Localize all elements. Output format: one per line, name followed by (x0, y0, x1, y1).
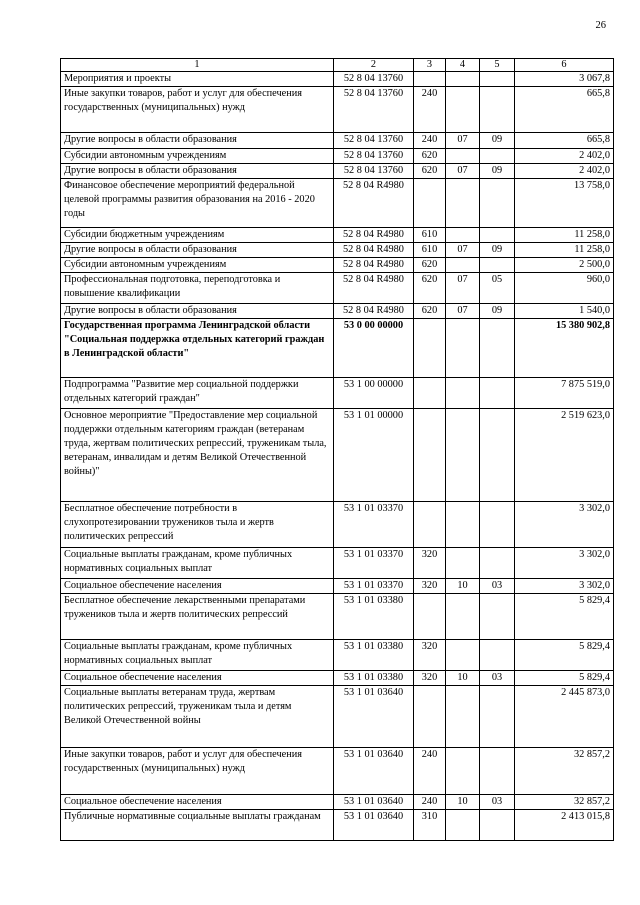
table-row (61, 72, 614, 87)
row-subsection-cell (480, 319, 515, 378)
row-expense-type-cell: 620 (414, 258, 446, 273)
row-code-cell: 53 1 01 03380 (334, 594, 414, 640)
row-amount-cell: 2 519 623,0 (515, 409, 614, 502)
row-code-cell: 53 1 01 00000 (334, 409, 414, 502)
row-expense-type-cell: 620 (414, 164, 446, 179)
row-amount-cell: 3 302,0 (515, 579, 614, 594)
row-expense-type-cell: 320 (414, 548, 446, 579)
row-amount-cell: 7 875 519,0 (515, 378, 614, 409)
row-subsection-cell (480, 409, 515, 502)
row-amount-cell: 1 540,0 (515, 304, 614, 319)
row-code-cell: 52 8 04 R4980 (334, 273, 414, 304)
row-section-cell (446, 594, 480, 640)
row-code-cell: 53 0 00 00000 (334, 319, 414, 378)
table-row (61, 319, 614, 378)
row-code-cell: 52 8 04 R4980 (334, 304, 414, 319)
row-code-cell: 53 1 01 03370 (334, 579, 414, 594)
table-row (61, 409, 614, 502)
row-subsection-cell (480, 258, 515, 273)
row-section-cell (446, 640, 480, 671)
table-header-row (61, 59, 614, 72)
row-section-cell: 10 (446, 579, 480, 594)
table-row (61, 795, 614, 810)
row-code-cell: 52 8 04 R4980 (334, 243, 414, 258)
row-name-cell: Финансовое обеспечение мероприятий федеральной целевой программы развития образования на 2016 - 2020 годы (61, 179, 334, 228)
row-code-cell: 53 1 01 03640 (334, 795, 414, 810)
header-col-6: 6 (515, 59, 614, 72)
row-amount-cell: 5 829,4 (515, 594, 614, 640)
row-subsection-cell (480, 548, 515, 579)
row-expense-type-cell: 620 (414, 273, 446, 304)
table-row (61, 640, 614, 671)
row-section-cell: 10 (446, 671, 480, 686)
row-expense-type-cell: 240 (414, 87, 446, 133)
table-row (61, 748, 614, 795)
row-name-cell: Другие вопросы в области образования (61, 243, 334, 258)
row-amount-cell: 2 402,0 (515, 164, 614, 179)
row-name-cell: Бесплатное обеспечение потребности в слухопротезировании тружеников тыла и жертв политических репрессий (61, 502, 334, 548)
row-section-cell (446, 409, 480, 502)
row-name-cell: Мероприятия и проекты (61, 72, 334, 87)
row-expense-type-cell (414, 179, 446, 228)
row-code-cell: 52 8 04 R4980 (334, 258, 414, 273)
row-section-cell: 07 (446, 273, 480, 304)
row-section-cell (446, 258, 480, 273)
row-amount-cell: 15 380 902,8 (515, 319, 614, 378)
table-row (61, 258, 614, 273)
row-name-cell: Иные закупки товаров, работ и услуг для обеспечения государственных (муниципальных) нужд (61, 748, 334, 795)
row-amount-cell: 3 302,0 (515, 502, 614, 548)
table-row (61, 594, 614, 640)
table-row (61, 243, 614, 258)
row-name-cell: Субсидии автономным учреждениям (61, 149, 334, 164)
table-row (61, 671, 614, 686)
row-code-cell: 52 8 04 R4980 (334, 228, 414, 243)
row-amount-cell: 2 445 873,0 (515, 686, 614, 748)
row-section-cell (446, 748, 480, 795)
row-section-cell: 10 (446, 795, 480, 810)
row-subsection-cell (480, 179, 515, 228)
row-amount-cell: 11 258,0 (515, 228, 614, 243)
row-amount-cell: 5 829,4 (515, 671, 614, 686)
row-name-cell: Социальные выплаты ветеранам труда, жертвам политических репрессий, труженикам тыла и детям Великой Отечественной войны (61, 686, 334, 748)
row-section-cell (446, 149, 480, 164)
header-col-4: 4 (446, 59, 480, 72)
row-subsection-cell: 09 (480, 164, 515, 179)
table-row (61, 228, 614, 243)
row-name-cell: Субсидии автономным учреждениям (61, 258, 334, 273)
table-row (61, 686, 614, 748)
row-name-cell: Социальные выплаты гражданам, кроме публичных нормативных социальных выплат (61, 640, 334, 671)
row-expense-type-cell: 310 (414, 810, 446, 841)
row-subsection-cell: 03 (480, 795, 515, 810)
row-name-cell: Другие вопросы в области образования (61, 133, 334, 149)
row-subsection-cell (480, 228, 515, 243)
table-row (61, 179, 614, 228)
row-subsection-cell (480, 640, 515, 671)
row-expense-type-cell (414, 72, 446, 87)
header-col-3: 3 (414, 59, 446, 72)
row-section-cell (446, 319, 480, 378)
row-amount-cell: 665,8 (515, 87, 614, 133)
row-section-cell (446, 179, 480, 228)
table-row (61, 378, 614, 409)
row-section-cell (446, 228, 480, 243)
row-code-cell: 53 1 01 03380 (334, 671, 414, 686)
row-section-cell (446, 72, 480, 87)
row-code-cell: 52 8 04 R4980 (334, 179, 414, 228)
row-expense-type-cell: 610 (414, 243, 446, 258)
row-expense-type-cell: 320 (414, 671, 446, 686)
row-amount-cell: 2 402,0 (515, 149, 614, 164)
row-name-cell: Основное мероприятие "Предоставление мер социальной поддержки отдельным категориям граждан (ветеранам труда, жертвам политических репрессий, труженикам тыла, ветеранам, инвалидам и детям Великой Отечественной войны)" (61, 409, 334, 502)
row-expense-type-cell: 320 (414, 640, 446, 671)
row-code-cell: 52 8 04 13760 (334, 72, 414, 87)
row-amount-cell: 3 302,0 (515, 548, 614, 579)
row-subsection-cell (480, 594, 515, 640)
table-row (61, 502, 614, 548)
row-subsection-cell (480, 502, 515, 548)
row-section-cell (446, 548, 480, 579)
row-code-cell: 52 8 04 13760 (334, 164, 414, 179)
row-amount-cell: 11 258,0 (515, 243, 614, 258)
budget-table (60, 58, 614, 841)
row-expense-type-cell (414, 686, 446, 748)
row-amount-cell: 32 857,2 (515, 748, 614, 795)
row-subsection-cell (480, 686, 515, 748)
row-code-cell: 53 1 01 03370 (334, 548, 414, 579)
table-row (61, 273, 614, 304)
row-name-cell: Другие вопросы в области образования (61, 304, 334, 319)
page-number: 26 (595, 20, 606, 31)
row-name-cell: Иные закупки товаров, работ и услуг для обеспечения государственных (муниципальных) нужд (61, 87, 334, 133)
row-section-cell (446, 378, 480, 409)
row-section-cell: 07 (446, 164, 480, 179)
header-col-1: 1 (61, 59, 334, 72)
row-code-cell: 53 1 00 00000 (334, 378, 414, 409)
table-row (61, 149, 614, 164)
table-row (61, 87, 614, 133)
table-row (61, 304, 614, 319)
row-code-cell: 53 1 01 03370 (334, 502, 414, 548)
row-subsection-cell (480, 87, 515, 133)
row-expense-type-cell: 240 (414, 133, 446, 149)
row-amount-cell: 5 829,4 (515, 640, 614, 671)
row-section-cell (446, 810, 480, 841)
table-row (61, 579, 614, 594)
row-amount-cell: 665,8 (515, 133, 614, 149)
row-code-cell: 53 1 01 03640 (334, 810, 414, 841)
row-amount-cell: 13 758,0 (515, 179, 614, 228)
row-expense-type-cell: 620 (414, 149, 446, 164)
row-code-cell: 52 8 04 13760 (334, 87, 414, 133)
row-name-cell: Подпрограмма "Развитие мер социальной поддержки отдельных категорий граждан" (61, 378, 334, 409)
row-amount-cell: 2 500,0 (515, 258, 614, 273)
row-subsection-cell (480, 748, 515, 795)
row-name-cell: Публичные нормативные социальные выплаты гражданам (61, 810, 334, 841)
row-name-cell: Социальное обеспечение населения (61, 795, 334, 810)
row-name-cell: Субсидии бюджетным учреждениям (61, 228, 334, 243)
row-subsection-cell: 03 (480, 671, 515, 686)
row-expense-type-cell: 320 (414, 579, 446, 594)
row-section-cell (446, 686, 480, 748)
row-code-cell: 53 1 01 03640 (334, 748, 414, 795)
header-col-5: 5 (480, 59, 515, 72)
row-subsection-cell (480, 149, 515, 164)
row-section-cell (446, 87, 480, 133)
row-expense-type-cell (414, 502, 446, 548)
row-amount-cell: 2 413 015,8 (515, 810, 614, 841)
row-name-cell: Бесплатное обеспечение лекарственными препаратами тружеников тыла и жертв политических репрессий (61, 594, 334, 640)
row-expense-type-cell: 240 (414, 748, 446, 795)
row-code-cell: 52 8 04 13760 (334, 133, 414, 149)
table-row (61, 548, 614, 579)
row-amount-cell: 32 857,2 (515, 795, 614, 810)
row-expense-type-cell: 610 (414, 228, 446, 243)
row-subsection-cell (480, 378, 515, 409)
table-row (61, 164, 614, 179)
row-code-cell: 52 8 04 13760 (334, 149, 414, 164)
row-subsection-cell: 09 (480, 243, 515, 258)
table-row (61, 133, 614, 149)
row-expense-type-cell (414, 594, 446, 640)
row-subsection-cell: 05 (480, 273, 515, 304)
row-subsection-cell (480, 810, 515, 841)
row-section-cell: 07 (446, 133, 480, 149)
row-expense-type-cell: 240 (414, 795, 446, 810)
row-code-cell: 53 1 01 03380 (334, 640, 414, 671)
row-expense-type-cell (414, 378, 446, 409)
table-row (61, 810, 614, 841)
row-amount-cell: 960,0 (515, 273, 614, 304)
row-section-cell: 07 (446, 243, 480, 258)
row-name-cell: Социальные выплаты гражданам, кроме публичных нормативных социальных выплат (61, 548, 334, 579)
row-subsection-cell (480, 72, 515, 87)
row-section-cell (446, 502, 480, 548)
row-code-cell: 53 1 01 03640 (334, 686, 414, 748)
row-expense-type-cell (414, 319, 446, 378)
row-amount-cell: 3 067,8 (515, 72, 614, 87)
row-name-cell: Государственная программа Ленинградской области "Социальная поддержка отдельных категорий граждан в Ленинградской области" (61, 319, 334, 378)
header-col-2: 2 (334, 59, 414, 72)
row-name-cell: Другие вопросы в области образования (61, 164, 334, 179)
row-section-cell: 07 (446, 304, 480, 319)
row-subsection-cell: 09 (480, 133, 515, 149)
row-name-cell: Социальное обеспечение населения (61, 579, 334, 594)
row-name-cell: Социальное обеспечение населения (61, 671, 334, 686)
row-expense-type-cell: 620 (414, 304, 446, 319)
row-name-cell: Профессиональная подготовка, переподготовка и повышение квалификации (61, 273, 334, 304)
row-subsection-cell: 03 (480, 579, 515, 594)
row-subsection-cell: 09 (480, 304, 515, 319)
table-body (61, 72, 614, 841)
row-expense-type-cell (414, 409, 446, 502)
